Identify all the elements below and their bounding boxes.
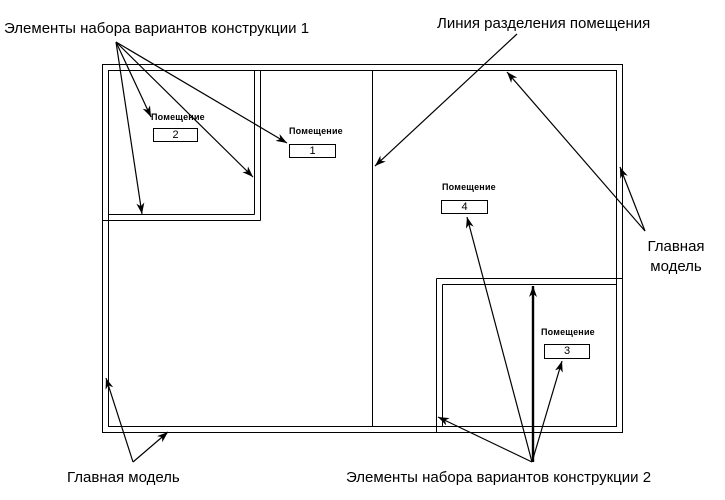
set2-arrow-to-room4-box [467, 217, 532, 462]
room3-option-walls [437, 279, 623, 433]
main-model-right-label-line2: модель [650, 258, 702, 275]
main-model-right-arrows [507, 72, 645, 231]
room1-label: Помещение [289, 126, 343, 136]
main-model-arrow-to-right-wall [620, 167, 645, 231]
division-line-title: Линия разделения помещения [437, 15, 651, 32]
room3-number-box: 3 [544, 344, 590, 359]
set2-arrow-to-room3-box [532, 361, 562, 462]
main-model-bottom-arrows [106, 378, 168, 462]
set1-arrow-to-room1-label [116, 42, 287, 143]
room4-label: Помещение [442, 182, 496, 192]
room2-label: Помещение [151, 112, 205, 122]
main-model-arrow-to-top-wall [507, 72, 645, 231]
set1-annotation-arrows [116, 42, 287, 214]
main-model-inner-wall [109, 71, 617, 427]
main-model-arrow-to-left-wall [106, 378, 133, 462]
set2-arrow-to-room3-left-wall [438, 417, 532, 462]
set1-arrow-to-room2-right-wall [116, 42, 253, 177]
main-model-right-label-line1: Главная [647, 238, 705, 255]
main-model-right-label [638, 237, 714, 277]
main-model-arrow-to-bottom-wall [133, 432, 168, 462]
main-model-bottom-label: Главная модель [67, 469, 180, 486]
room1-number-box: 1 [289, 144, 336, 158]
room4-number-box: 4 [441, 200, 488, 214]
room2-number-box: 2 [153, 128, 198, 142]
room3-label: Помещение [541, 327, 595, 337]
division-line-arrow [375, 34, 517, 166]
room2-option-walls [103, 71, 261, 221]
set1-title: Элементы набора вариантов конструкции 1 [4, 20, 310, 37]
set2-annotation-arrows [438, 217, 562, 462]
set2-title: Элементы набора вариантов конструкции 2 [346, 469, 652, 486]
set1-arrow-to-room2-bottom-wall [116, 42, 142, 214]
